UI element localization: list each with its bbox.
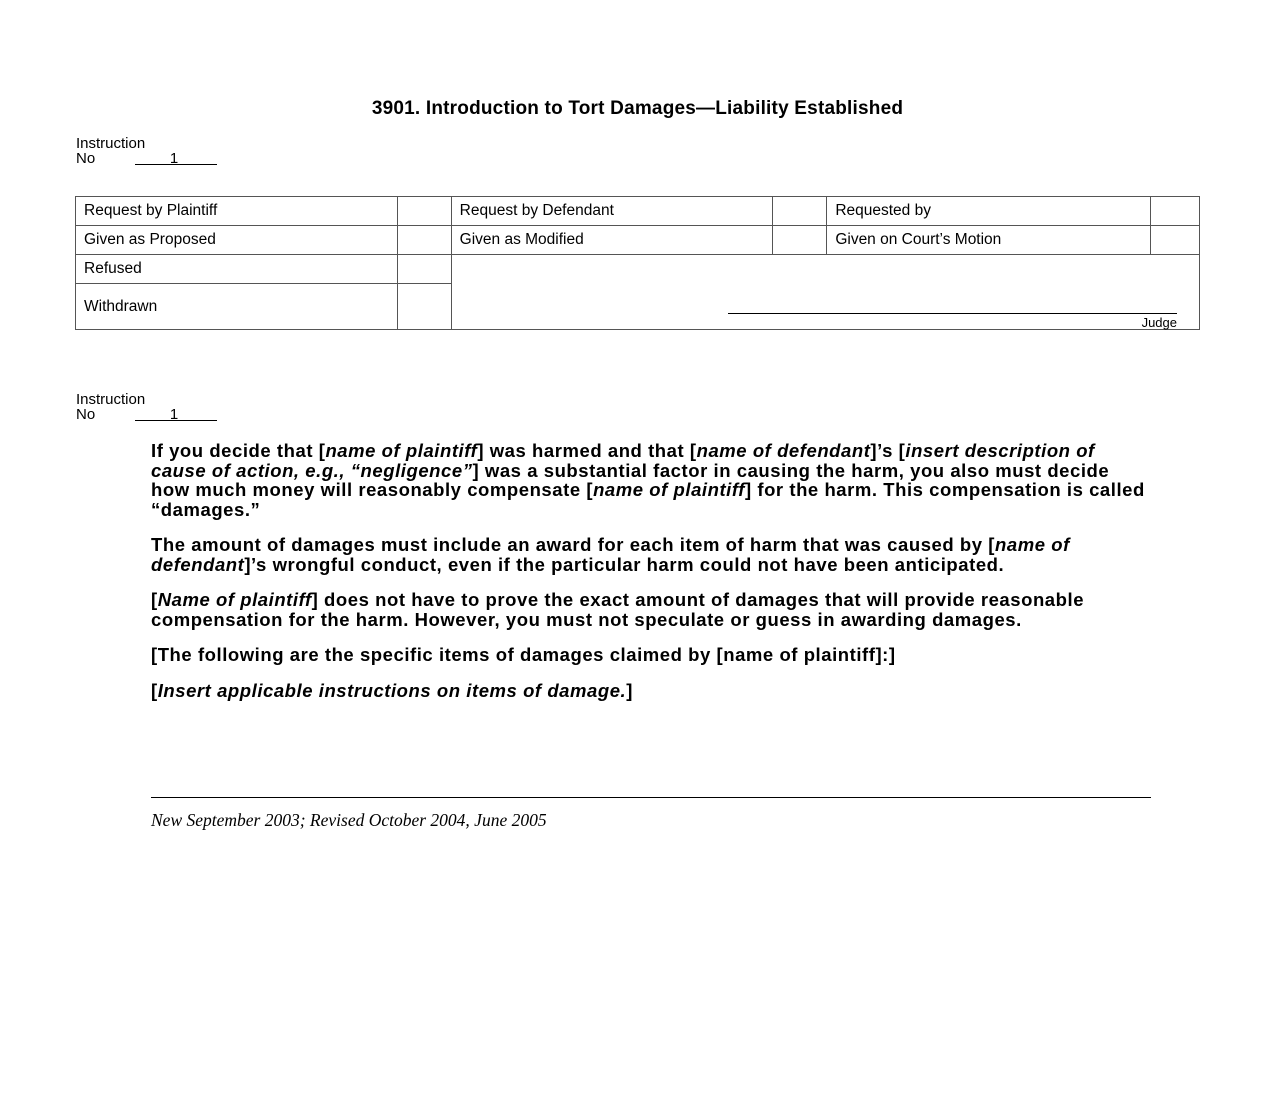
revision-history: New September 2003; Revised October 2004, June 2005 [151, 810, 547, 830]
text-run: ]’s [ [870, 440, 906, 461]
given-on-courts-motion-label: Given on Court’s Motion [827, 226, 1151, 255]
instruction-paragraph-1 [151, 441, 1151, 519]
given-on-courts-motion-box[interactable] [1151, 226, 1200, 255]
instruction-paragraph-5 [151, 681, 1151, 701]
text-run: ]’s wrongful conduct, even if the particular harm could not have been anticipated. [244, 553, 1005, 575]
no-label: No [76, 150, 96, 167]
text-run: [ [151, 589, 158, 610]
text-run: ] was harmed and that [ [477, 440, 697, 461]
withdrawn-box[interactable] [397, 284, 451, 330]
refused-label: Refused [76, 255, 398, 284]
request-by-plaintiff-box[interactable] [397, 197, 451, 226]
text-run: ] [626, 679, 633, 701]
placeholder-text: insert description of cause of action, e.g., “negligence” [151, 440, 1095, 481]
given-as-proposed-label: Given as Proposed [76, 226, 398, 255]
requested-by-box[interactable] [1151, 197, 1200, 226]
text-run: [ [151, 679, 158, 701]
withdrawn-label: Withdrawn [76, 284, 398, 330]
text-run: ] does not have to prove the exact amount of damages that will provide reasonable compensation for the harm. However, you must not speculate or guess in awarding damages. [151, 589, 1085, 630]
text-run: ] was a substantial factor in causing the harm, you also must decide how much money will reasonably compensate [ [151, 459, 1110, 500]
instruction-body [151, 441, 1151, 716]
instruction-label: Instruction [76, 135, 146, 152]
page-title: 3901. Introduction to Tort Damages—Liability Established [371, 98, 904, 119]
divider-line [151, 797, 1151, 798]
request-by-plaintiff-label: Request by Plaintiff [76, 197, 398, 226]
request-by-defendant-box[interactable] [773, 197, 827, 226]
request-by-defendant-label: Request by Defendant [451, 197, 773, 226]
judge-signature-line[interactable] [728, 313, 1177, 314]
instruction-number-block-body [76, 391, 179, 423]
text-run: If you decide that [ [151, 440, 326, 461]
text-run: The amount of damages must include an award for each item of harm that was caused by [ [151, 534, 996, 555]
text-run: ] for the harm. This compensation is called “damages.” [151, 479, 1145, 520]
request-table [75, 196, 1200, 330]
instruction-paragraph-2 [151, 535, 1151, 574]
requested-by-label: Requested by [827, 197, 1151, 226]
instruction-number-block-top [76, 135, 179, 167]
instruction-no-row [76, 150, 179, 167]
placeholder-text: name of plaintiff [325, 440, 478, 461]
placeholder-text: Name of plaintiff [157, 589, 312, 610]
placeholder-text: name of plaintiff [593, 479, 745, 500]
given-as-modified-box[interactable] [773, 226, 827, 255]
instruction-label: Instruction [76, 391, 146, 408]
given-as-proposed-box[interactable] [397, 226, 451, 255]
instruction-number: 1 [135, 407, 217, 421]
instruction-paragraph-3 [151, 590, 1151, 629]
judge-label: Judge [1141, 315, 1177, 330]
judge-signature-cell [451, 255, 1199, 330]
instruction-paragraph-4: [The following are the specific items of damages claimed by [name of plaintiff]:] [151, 644, 896, 665]
no-label: No [76, 406, 96, 423]
placeholder-text: name of defendant [151, 534, 1070, 575]
instruction-number: 1 [135, 151, 217, 165]
refused-box[interactable] [397, 255, 451, 284]
instruction-no-row [76, 406, 179, 423]
placeholder-text: name of defendant [696, 440, 871, 461]
placeholder-text: Insert applicable instructions on items of damage. [157, 679, 627, 701]
given-as-modified-label: Given as Modified [451, 226, 773, 255]
